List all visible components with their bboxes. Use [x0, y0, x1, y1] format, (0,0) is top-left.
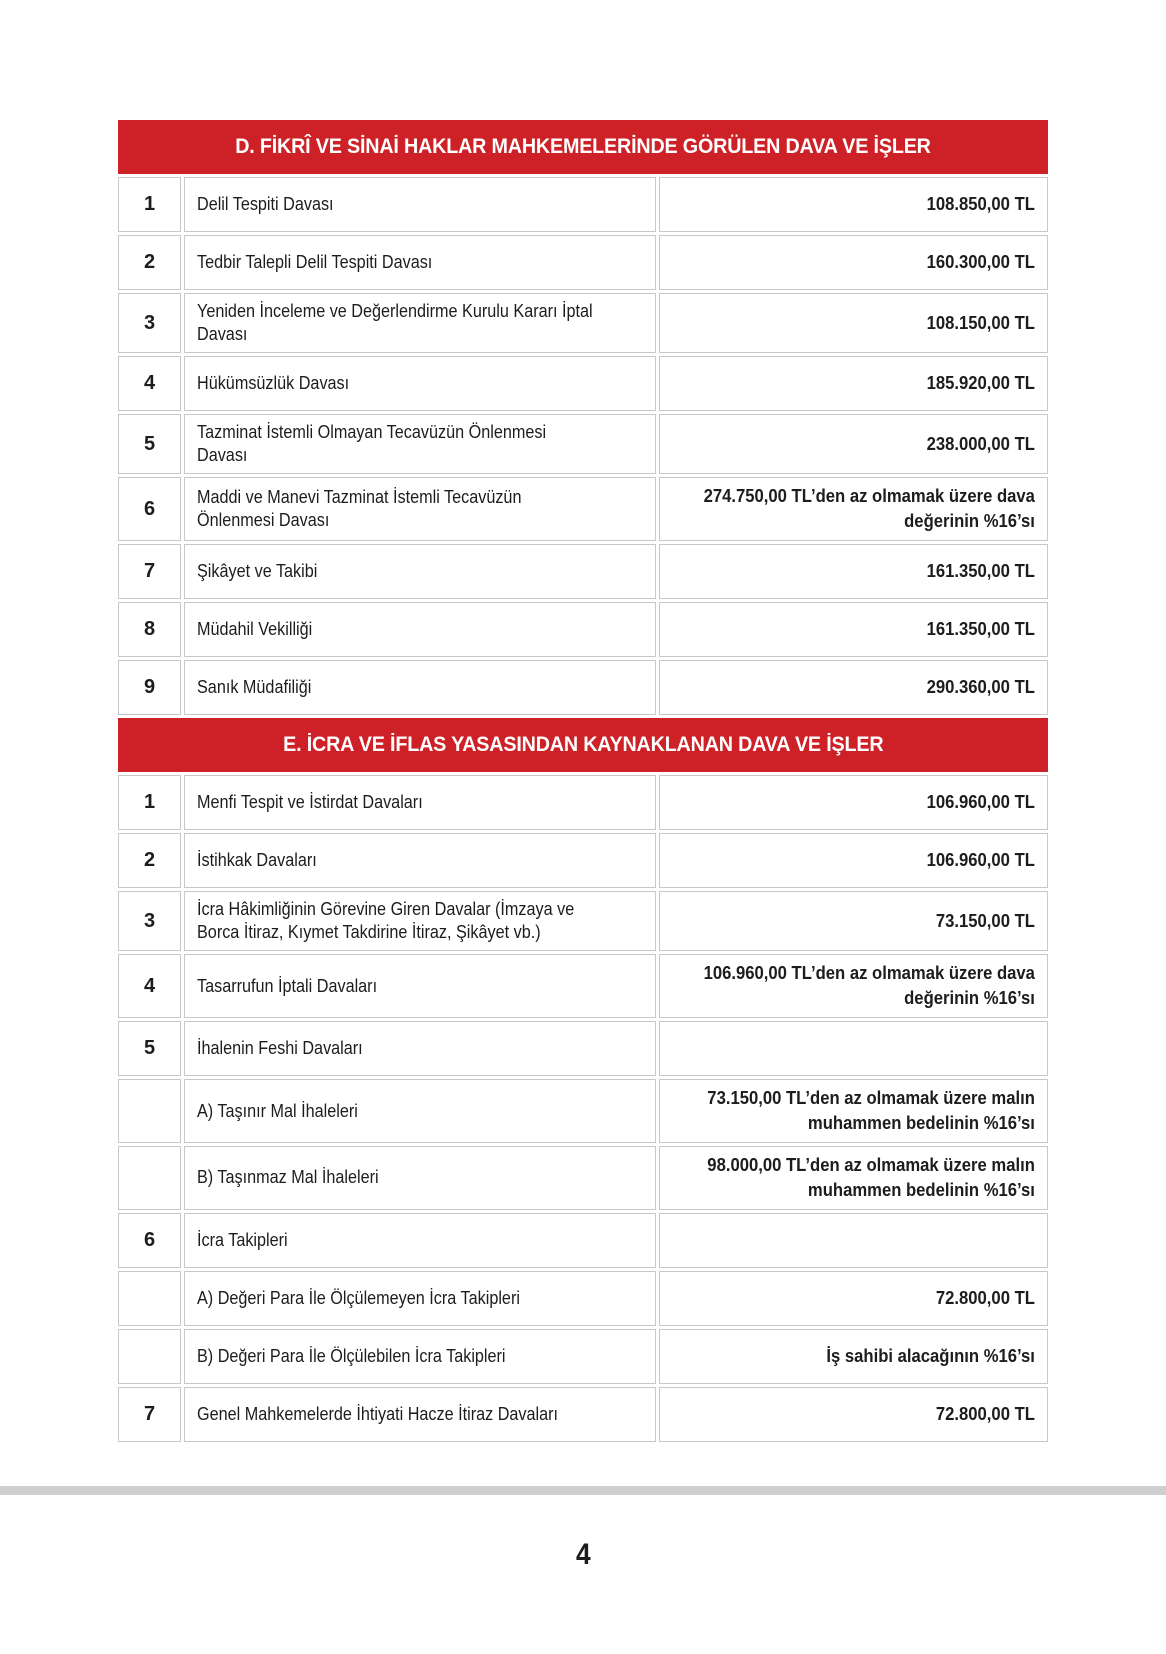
table-row: [118, 602, 1048, 657]
row-fee-text: İş sahibi alacağının %16’sı: [826, 1344, 1035, 1366]
row-description-text: Hükümsüzlük Davası: [197, 373, 350, 394]
row-fee-cell: [659, 235, 1048, 290]
section-rows: [118, 775, 1048, 1442]
row-fee-text: 108.850,00 TL: [926, 193, 1035, 215]
row-number-cell: 2: [118, 235, 181, 290]
table-row: [118, 891, 1048, 951]
row-fee-cell: [659, 602, 1048, 657]
row-fee-text: 161.350,00 TL: [926, 560, 1035, 582]
row-number-cell: 6: [118, 477, 181, 541]
row-fee-text: 161.350,00 TL: [926, 618, 1035, 640]
row-description-cell: [184, 356, 656, 411]
row-description-text: Tazminat İstemli Olmayan Tecavüzün Önlenmesi Davası: [197, 422, 547, 466]
row-number-cell: [118, 1329, 181, 1384]
row-description-cell: [184, 1079, 656, 1143]
row-number-cell: 4: [118, 356, 181, 411]
row-fee-text: 185.920,00 TL: [926, 372, 1035, 394]
table-row: [118, 477, 1048, 541]
row-description-text: Şikâyet ve Takibi: [197, 561, 318, 582]
row-fee-cell: [659, 833, 1048, 888]
table-section: [118, 718, 1048, 1442]
table-row: [118, 1213, 1048, 1268]
row-fee-text: 108.150,00 TL: [926, 311, 1035, 333]
table-row: [118, 235, 1048, 290]
row-description-text: Yeniden İnceleme ve Değerlendirme Kurulu Kararı İptal Davası: [197, 301, 593, 345]
row-description-text: Maddi ve Manevi Tazminat İstemli Tecavüzün Önlenmesi Davası: [197, 487, 522, 531]
row-description-text: Tasarrufun İptali Davaları: [197, 975, 378, 996]
row-number-cell: [118, 1271, 181, 1326]
row-description-cell: [184, 602, 656, 657]
row-fee-cell: [659, 477, 1048, 541]
section-rows: [118, 177, 1048, 715]
row-number-cell: 5: [118, 414, 181, 474]
row-fee-cell: [659, 891, 1048, 951]
row-description-cell: [184, 1387, 656, 1442]
table-row: [118, 1021, 1048, 1076]
row-description-cell: [184, 891, 656, 951]
row-fee-cell: [659, 414, 1048, 474]
row-fee-cell: [659, 1079, 1048, 1143]
row-fee-cell: [659, 1329, 1048, 1384]
row-number-cell: 7: [118, 1387, 181, 1442]
page-number-text: 4: [575, 1538, 591, 1571]
table-row: [118, 1079, 1048, 1143]
row-number-cell: 8: [118, 602, 181, 657]
table-row: [118, 954, 1048, 1018]
table-row: [118, 356, 1048, 411]
row-description-cell: [184, 1213, 656, 1268]
table-row: [118, 1387, 1048, 1442]
row-description-text: Sanık Müdafiliği: [197, 677, 312, 698]
row-number-cell: 5: [118, 1021, 181, 1076]
row-fee-text: 160.300,00 TL: [926, 251, 1035, 273]
row-number-cell: 7: [118, 544, 181, 599]
row-fee-cell: [659, 954, 1048, 1018]
row-number-cell: [118, 1146, 181, 1210]
table-row: [118, 1329, 1048, 1384]
row-description-cell: [184, 660, 656, 715]
section-header: [118, 120, 1048, 174]
row-description-text: Müdahil Vekilliği: [197, 619, 313, 640]
row-fee-cell: [659, 1146, 1048, 1210]
row-description-text: Tedbir Talepli Delil Tespiti Davası: [197, 251, 433, 272]
row-number-cell: 1: [118, 177, 181, 232]
row-fee-text: 106.960,00 TL: [926, 849, 1035, 871]
row-description-cell: [184, 177, 656, 232]
row-fee-text: 106.960,00 TL’den az olmamak üzere dava değerinin %16’sı: [703, 962, 1035, 1009]
row-fee-cell: [659, 660, 1048, 715]
row-description-cell: [184, 477, 656, 541]
fee-tariff-table: [118, 120, 1048, 1442]
section-title: E. İCRA VE İFLAS YASASINDAN KAYNAKLANAN DAVA VE İŞLER: [282, 733, 884, 757]
row-fee-cell: [659, 1213, 1048, 1268]
row-fee-text: 98.000,00 TL’den az olmamak üzere malın muhammen bedelinin %16’sı: [707, 1154, 1035, 1200]
row-description-cell: [184, 833, 656, 888]
row-description-text: A) Taşınır Mal İhaleleri: [197, 1100, 358, 1121]
row-description-text: Delil Tespiti Davası: [197, 193, 334, 214]
table-row: [118, 660, 1048, 715]
row-description-text: İhalenin Feshi Davaları: [197, 1038, 363, 1059]
row-description-text: İcra Takipleri: [197, 1229, 288, 1250]
table-row: [118, 177, 1048, 232]
row-fee-text: 290.360,00 TL: [926, 676, 1035, 698]
row-description-cell: [184, 293, 656, 353]
row-fee-text: 238.000,00 TL: [926, 432, 1035, 454]
row-number-cell: 1: [118, 775, 181, 830]
table-row: [118, 775, 1048, 830]
row-fee-cell: [659, 1387, 1048, 1442]
row-fee-cell: [659, 1021, 1048, 1076]
row-description-text: İcra Hâkimliğinin Görevine Giren Davalar (İmzaya ve Borca İtiraz, Kıymet Takdirine İtiraz, Şikâyet vb.): [197, 899, 575, 943]
row-number-cell: 3: [118, 293, 181, 353]
row-fee-text: 72.800,00 TL: [935, 1286, 1035, 1308]
row-number-cell: 3: [118, 891, 181, 951]
row-fee-cell: [659, 775, 1048, 830]
row-description-text: İstihkak Davaları: [197, 850, 317, 871]
row-fee-cell: [659, 356, 1048, 411]
row-description-text: Genel Mahkemelerde İhtiyati Hacze İtiraz Davaları: [197, 1403, 559, 1424]
row-description-cell: [184, 1271, 656, 1326]
row-description-cell: [184, 1146, 656, 1210]
table-row: [118, 544, 1048, 599]
page-number: [0, 1538, 1166, 1572]
row-fee-text: 72.800,00 TL: [935, 1402, 1035, 1424]
row-fee-cell: [659, 544, 1048, 599]
row-description-cell: [184, 1329, 656, 1384]
row-fee-cell: [659, 177, 1048, 232]
row-fee-text: 73.150,00 TL’den az olmamak üzere malın muhammen bedelinin %16’sı: [707, 1087, 1035, 1134]
row-number-cell: 2: [118, 833, 181, 888]
table-row: [118, 414, 1048, 474]
row-description-cell: [184, 775, 656, 830]
row-description-text: A) Değeri Para İle Ölçülemeyen İcra Takipleri: [197, 1287, 520, 1308]
row-description-cell: [184, 954, 656, 1018]
row-description-cell: [184, 235, 656, 290]
row-number-cell: 6: [118, 1213, 181, 1268]
row-fee-text: 274.750,00 TL’den az olmamak üzere dava değerinin %16’sı: [703, 485, 1035, 532]
row-fee-cell: [659, 293, 1048, 353]
row-number-cell: 4: [118, 954, 181, 1018]
row-description-cell: [184, 414, 656, 474]
table-row: [118, 1146, 1048, 1210]
row-fee-text: 73.150,00 TL: [935, 909, 1035, 931]
row-number-cell: 9: [118, 660, 181, 715]
section-header: [118, 718, 1048, 772]
row-fee-cell: [659, 1271, 1048, 1326]
row-number-cell: [118, 1079, 181, 1143]
table-section: [118, 120, 1048, 715]
table-row: [118, 293, 1048, 353]
row-description-text: B) Taşınmaz Mal İhaleleri: [197, 1167, 379, 1188]
row-description-cell: [184, 1021, 656, 1076]
row-description-cell: [184, 544, 656, 599]
row-description-text: B) Değeri Para İle Ölçülebilen İcra Takipleri: [197, 1345, 506, 1366]
row-fee-text: 106.960,00 TL: [926, 791, 1035, 813]
row-description-text: Menfi Tespit ve İstirdat Davaları: [197, 792, 423, 813]
footer-divider-bar: [0, 1486, 1166, 1495]
section-title: D. FİKRÎ VE SİNAİ HAKLAR MAHKEMELERİNDE GÖRÜLEN DAVA VE İŞLER: [235, 135, 931, 158]
table-row: [118, 1271, 1048, 1326]
table-row: [118, 833, 1048, 888]
